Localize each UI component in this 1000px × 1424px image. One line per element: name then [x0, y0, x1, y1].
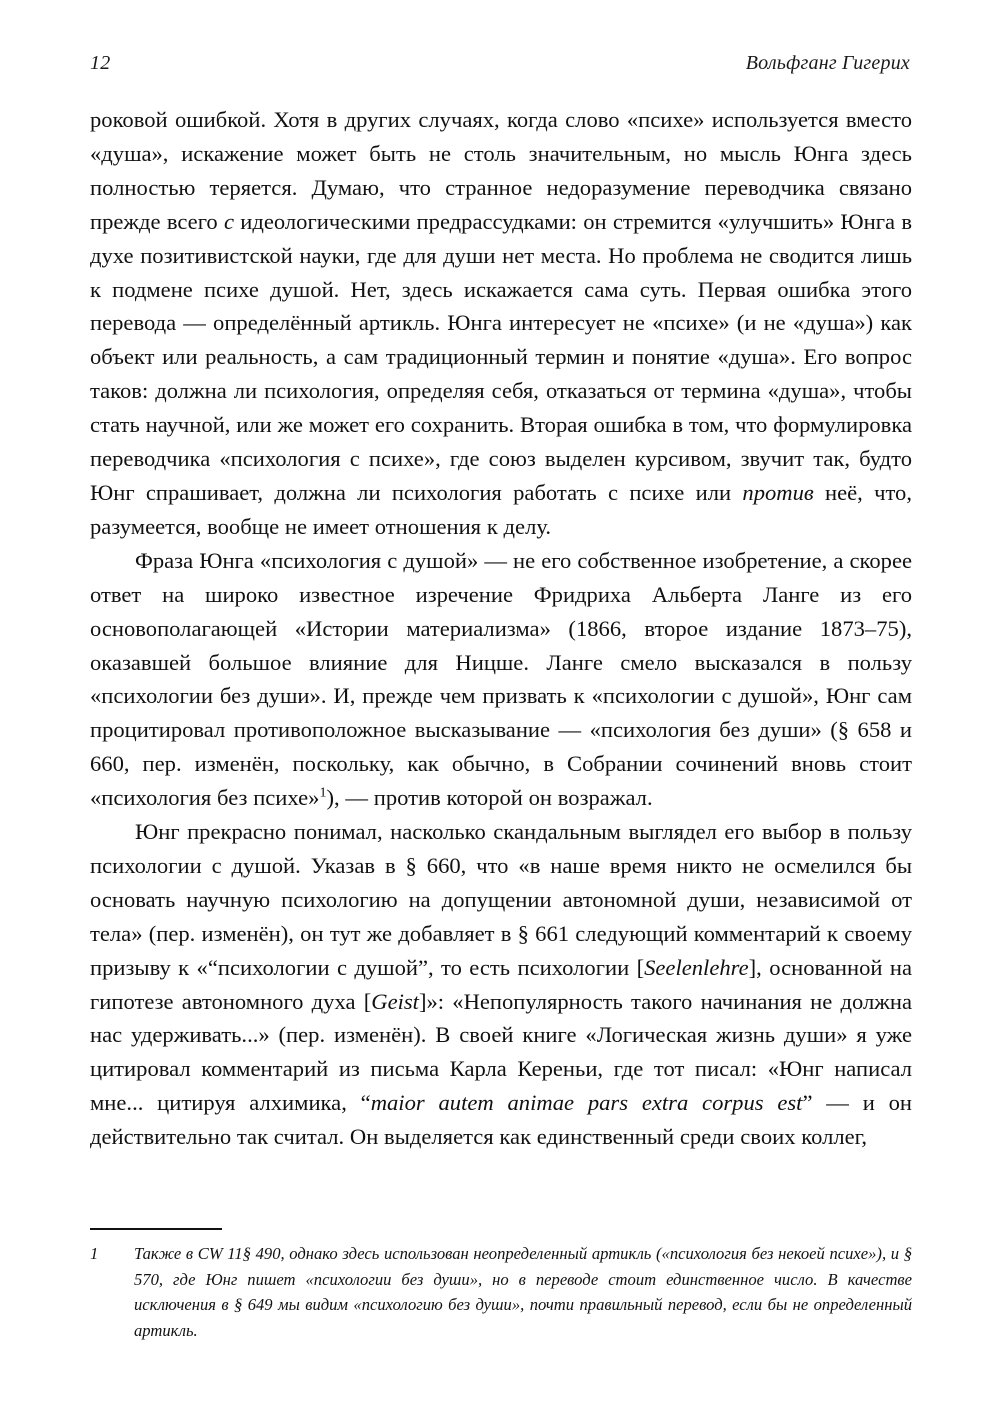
paragraph-3: Юнг прекрасно понимал, насколько скандальным выглядел его выбор в пользу психологии с душой. Указав в § 660, что «в наше время никто не осмелился бы основать научную психологию на допущении автономной души, независимой от тела» (пер. изменён), он тут же добавляет в § 661 следующий комментарий к своему призыву к «“психологии с душой”, то есть психологии [Seelenlehre], основанной на гипотезе автономного духа [Geist]»: «Непопулярность такого начинания не должна нас удерживать...» (пер. изменён). В своей книге «Логическая жизнь души» я уже цитировал комментарий из письма Карла Кереньи, где тот писал: «Юнг написал мне... цитируя алхимика, “maior autem animae pars extra corpus est” — и он действительно так считал. Он выделяется как единственный среди своих коллег, [90, 819, 912, 1150]
footnote-number: 1 [90, 1244, 99, 1263]
footnote-text: Также в CW 11§ 490, однако здесь использован неопределенный артикль («психология без некоей психе»), и § 570, где Юнг пишет «психологии без души», но в переводе стоит единственное число. В качестве исключения в § 649 мы видим «психологию без души», почти правильный перевод, если бы не определенный артикль. [134, 1244, 912, 1340]
footnote-item [90, 1241, 912, 1343]
footnote-area [90, 1228, 912, 1343]
footnote-separator-rule [90, 1228, 222, 1230]
paragraph-2: Фраза Юнга «психология с душой» — не его собственное изобретение, а скорее ответ на широко известное изречение Фридриха Альберта Ланге из его основополагающей «Истории материализма» (1866, второе издание 1873–75), оказавшей большое влияние для Ницше. Ланге смело высказался в пользу «психологии без души». И, прежде чем призвать к «психологии с душой», Юнг сам процитировал противоположное высказывание — «психология без души» (§ 658 и 660, пер. изменён, поскольку, как обычно, в Собрании сочинений вновь стоит «психология без психе»$^1$), — против которой он возражал. [90, 547, 912, 811]
page-number: 12 [90, 52, 111, 74]
running-head-author: Вольфганг Гигерих [745, 52, 910, 74]
paragraph-1: роковой ошибкой. Хотя в других случаях, когда слово «психе» используется вместо «душа», искажение может быть не столь значительным, но мысль Юнга здесь полностью теряется. Думаю, что странное недоразумение переводчика связано прежде всего с идеологическими предрассудками: он стремится «улучшить» Юнга в духе позитивистской науки, где для души нет места. Но проблема не сводится лишь к подмене психе душой. Нет, здесь искажается сама суть. Первая ошибка этого перевода — определённый артикль. Юнга интересует не «психе» (и не «душа») как объект или реальность, а сам традиционный термин и понятие «душа». Его вопрос таков: должна ли психология, определяя себя, отказаться от термина «душа», чтобы стать научной, или же может его сохранить. Вторая ошибка в том, что формулировка переводчика «психология с психе», где союз выделен курсивом, звучит так, будто Юнг спрашивает, должна ли психология работать с психе или против неё, что, разумеется, вообще не имеет отношения к делу. [90, 107, 912, 539]
running-head [90, 52, 910, 80]
body-text-block [90, 103, 912, 1154]
